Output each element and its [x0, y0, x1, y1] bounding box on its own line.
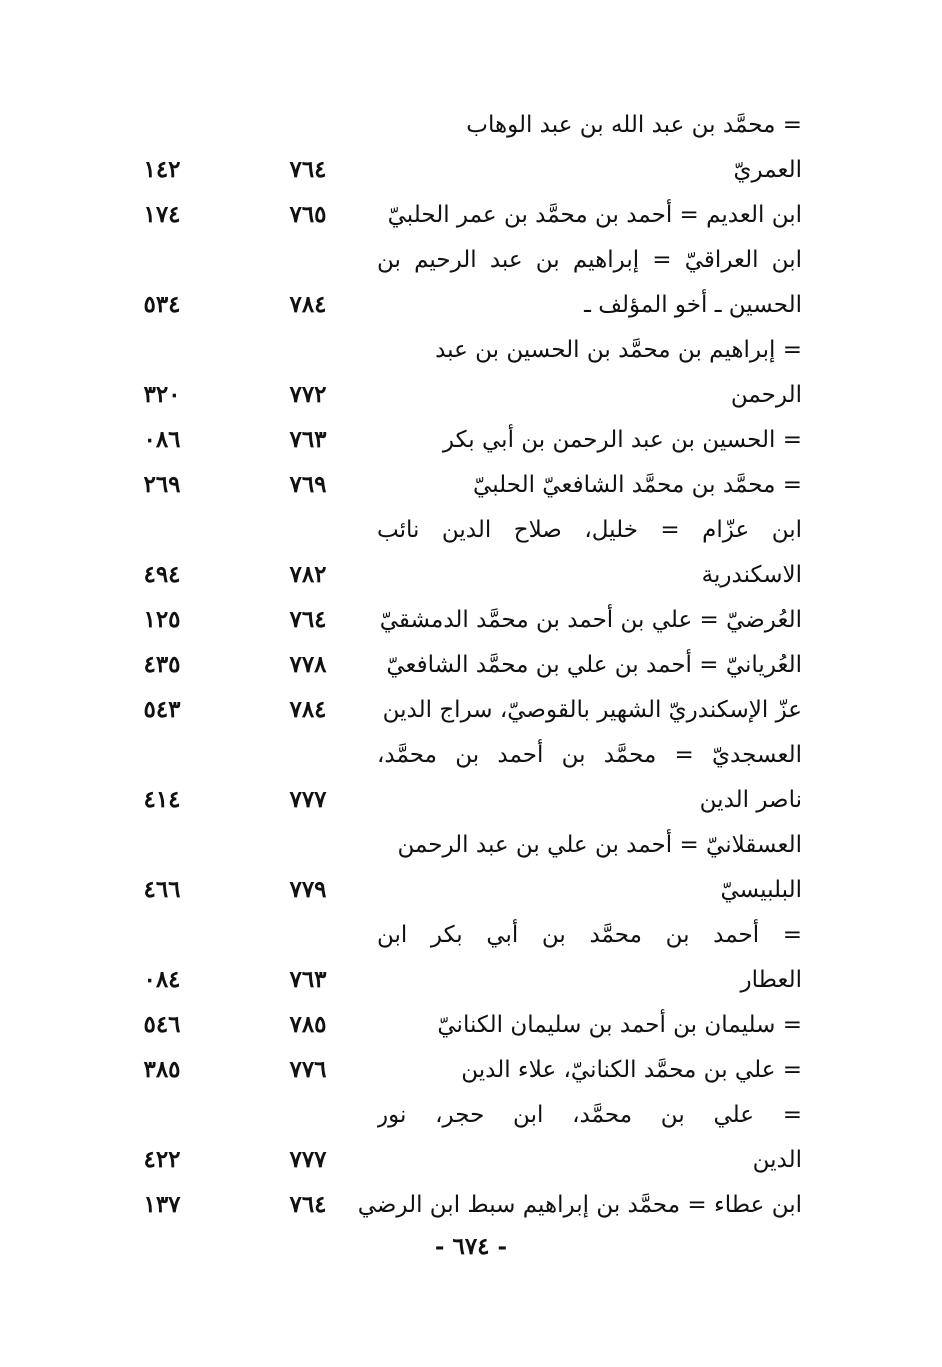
death-year: ٧٦٥: [289, 201, 327, 228]
death-year: ٧٦٤: [289, 156, 327, 183]
index-entry: [0, 1094, 942, 1139]
entry-text: الحسين ـ أخو المؤلف ـ: [584, 292, 802, 318]
entry-text: الدين: [752, 1147, 802, 1173]
entry-text: = علي بن محمَّد الكنانيّ، علاء الدين: [461, 1057, 802, 1083]
index-list: [0, 104, 942, 1229]
death-year: ٧٧٧: [289, 1146, 327, 1173]
index-entry: [0, 914, 942, 959]
death-year: ٧٧٦: [289, 1056, 327, 1083]
entry-text: = علي بن محمَّد، ابن حجر، نور: [377, 1102, 802, 1128]
index-entry: [0, 284, 942, 329]
index-entry: [0, 734, 942, 779]
index-entry: [0, 554, 942, 599]
entry-text: = الحسين بن عبد الرحمن بن أبي بكر: [442, 427, 802, 453]
entry-text: البلبيسيّ: [720, 877, 802, 903]
index-entry: [0, 959, 942, 1004]
death-year: ٧٦٣: [289, 966, 327, 993]
index-entry: [0, 824, 942, 869]
entry-text: = محمَّد بن عبد الله بن عبد الوهاب: [466, 112, 802, 138]
entry-number: ٠٨٦: [143, 426, 181, 453]
entry-number: ٠٨٤: [143, 966, 181, 993]
index-entry: [0, 464, 942, 509]
index-entry: [0, 599, 942, 644]
entry-number: ٢٦٩: [143, 471, 181, 498]
page-number: - ٦٧٤ -: [434, 1233, 508, 1260]
death-year: ٧٦٣: [289, 426, 327, 453]
entry-text: ابن العديم = أحمد بن محمَّد بن عمر الحلبيّ: [387, 202, 802, 228]
entry-text: ناصر الدين: [699, 787, 802, 813]
entry-number: ٤٣٥: [143, 651, 181, 678]
index-entry: [0, 509, 942, 554]
entry-number: ٥٣٤: [143, 291, 181, 318]
death-year: ٧٦٤: [289, 606, 327, 633]
index-entry: [0, 104, 942, 149]
entry-number: ٣٢٠: [143, 381, 181, 408]
entry-text: عزّ الإسكندريّ الشهير بالقوصيّ، سراج الدين: [382, 697, 802, 723]
entry-text: العُريانيّ = أحمد بن علي بن محمَّد الشافعيّ: [386, 652, 802, 678]
index-entry: [0, 689, 942, 734]
death-year: ٧٦٤: [289, 1191, 327, 1218]
death-year: ٧٨٤: [289, 291, 327, 318]
entry-text: ابن العراقيّ = إبراهيم بن عبد الرحيم بن: [377, 247, 802, 273]
entry-text: = إبراهيم بن محمَّد بن الحسين بن عبد: [435, 337, 802, 363]
index-entry: [0, 1184, 942, 1229]
death-year: ٧٨٥: [289, 1011, 327, 1038]
entry-number: ١٣٧: [143, 1191, 181, 1218]
entry-number: ٤٢٢: [143, 1146, 181, 1173]
index-entry: [0, 779, 942, 824]
index-entry: [0, 194, 942, 239]
index-entry: [0, 1139, 942, 1184]
entry-number: ١٧٤: [143, 201, 181, 228]
entry-text: الاسكندرية: [701, 562, 802, 588]
entry-text: ابن عطاء = محمَّد بن إبراهيم سبط ابن الرضي: [357, 1192, 802, 1218]
entry-number: ١٢٥: [143, 606, 181, 633]
entry-text: العسقلانيّ = أحمد بن علي بن عبد الرحمن: [397, 832, 802, 858]
entry-number: ٤١٤: [143, 786, 181, 813]
entry-number: ٤٩٤: [143, 561, 181, 588]
death-year: ٧٧٢: [289, 381, 327, 408]
entry-text: = محمَّد بن محمَّد الشافعيّ الحلبيّ: [473, 472, 802, 498]
entry-number: ١٤٢: [143, 156, 181, 183]
entry-text: العُرضيّ = علي بن أحمد بن محمَّد الدمشقيّ: [379, 607, 802, 633]
entry-text: العطار: [740, 967, 802, 993]
entry-number: ٣٨٥: [143, 1056, 181, 1083]
death-year: ٧٧٧: [289, 786, 327, 813]
entry-number: ٥٤٣: [143, 696, 181, 723]
index-entry: [0, 329, 942, 374]
index-entry: [0, 869, 942, 914]
entry-text: = أحمد بن محمَّد بن أبي بكر ابن: [377, 922, 802, 948]
death-year: ٧٧٩: [289, 876, 327, 903]
entry-text: = سليمان بن أحمد بن سليمان الكنانيّ: [437, 1012, 802, 1038]
death-year: ٧٦٩: [289, 471, 327, 498]
index-entry: [0, 374, 942, 419]
index-entry: [0, 419, 942, 464]
entry-text: العمريّ: [733, 157, 802, 183]
death-year: ٧٨٤: [289, 696, 327, 723]
index-entry: [0, 1049, 942, 1094]
death-year: ٧٨٢: [289, 561, 327, 588]
index-entry: [0, 149, 942, 194]
death-year: ٧٧٨: [289, 651, 327, 678]
entry-text: العسجديّ = محمَّد بن أحمد بن محمَّد،: [377, 742, 802, 768]
index-entry: [0, 644, 942, 689]
entry-text: الرحمن: [730, 382, 802, 408]
entry-number: ٤٦٦: [143, 876, 181, 903]
entry-text: ابن عزّام = خليل، صلاح الدين نائب: [377, 517, 802, 543]
index-entry: [0, 239, 942, 284]
index-entry: [0, 1004, 942, 1049]
entry-number: ٥٤٦: [143, 1011, 181, 1038]
